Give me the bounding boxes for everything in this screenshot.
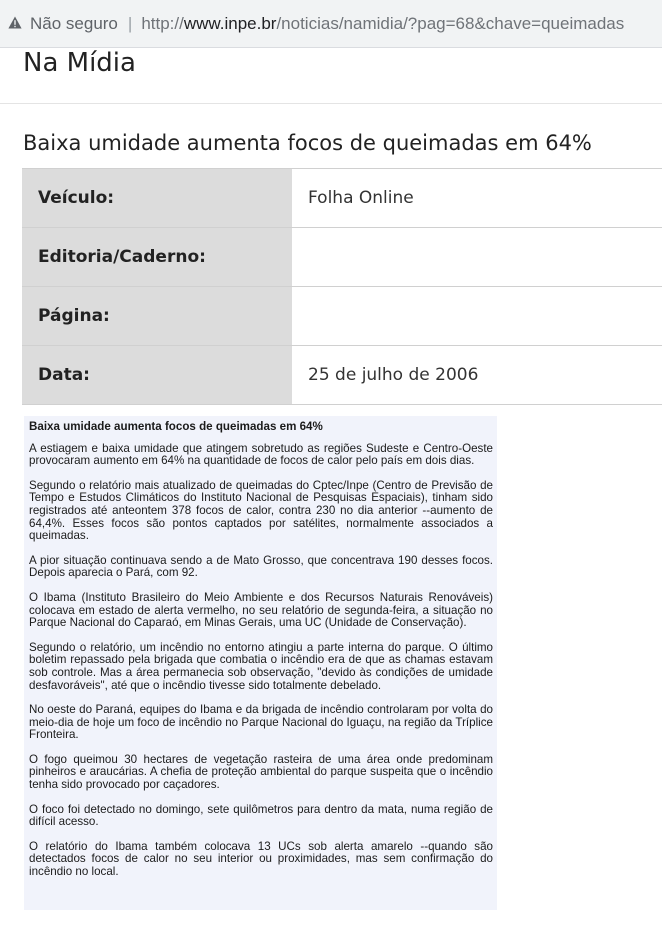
url-path[interactable]: /noticias/namidia/?pag=68&chave=queimadas (276, 13, 625, 33)
article-title: Baixa umidade aumenta focos de queimadas em 64% (23, 131, 592, 155)
clipping-paragraph: No oeste do Paraná, equipes do Ibama e da brigada de incêndio controlaram por volta do meio-dia de hoje um foco de incêndio no Parque Nacional do Iguaçu, na região da Tríplice Fronteira. (29, 703, 493, 742)
info-label: Data: (22, 346, 292, 405)
clipping-paragraph: A pior situação continuava sendo a de Mato Grosso, que concentrava 190 desses focos. Depois aparecia o Pará, com 92. (29, 553, 493, 580)
clipping-paragraph: Segundo o relatório, um incêndio no entorno atingiu a parte interna do parque. O último boletim repassado pela brigada que combatia o incêndio era de que as chamas estavam sob controle. Mas a área permanecia sob observação, "devido às condições de umidade desfavoráveis", até que o incêndio tivesse sido totalmente debelado. (29, 640, 493, 692)
clipping-title: Baixa umidade aumenta focos de queimadas em 64% (29, 420, 323, 433)
url-separator: | (127, 13, 133, 33)
address-bar[interactable] (0, 0, 662, 48)
clipping-paragraph: O relatório do Ibama também colocava 13 UCs sob alerta amarelo --quando são detectados focos de calor no seu interior ou proximidades, mas sem confirmação do incêndio no local. (29, 839, 493, 879)
info-value: Folha Online (292, 169, 662, 228)
info-row-editoria (22, 228, 662, 287)
page-title: Na Mídia (23, 48, 136, 78)
clipping-paragraph: O foco foi detectado no domingo, sete quilômetros para dentro da mata, numa região de difícil acesso. (29, 802, 493, 829)
url-scheme[interactable]: http:// (141, 13, 184, 33)
security-label[interactable]: Não seguro (30, 13, 118, 33)
info-value: 25 de julho de 2006 (292, 346, 662, 405)
clipping-paragraph: A estiagem e baixa umidade que atingem sobretudo as regiões Sudeste e Centro-Oeste provocaram aumento em 64% na quantidade de focos de calor pelo país em dois dias. (29, 441, 493, 468)
warning-icon[interactable] (8, 16, 22, 29)
clipping-paragraph: O Ibama (Instituto Brasileiro do Meio Ambiente e dos Recursos Naturais Renováveis) colocava em estado de alerta vermelho, no seu relatório de segunda-feira, a situação no Parque Nacional do Caparaó, em Minas Gerais, uma UC (Unidade de Conservação). (29, 590, 493, 630)
info-label: Editoria/Caderno: (22, 228, 292, 287)
clipping-paragraph: Segundo o relatório mais atualizado de queimadas do Cptec/Inpe (Centro de Previsão de Tempo e Estudos Climáticos do Instituto Nacional de Pesquisas Espaciais), tinham sido registrados até anteontem 378 focos de calor, contra 230 no dia anterior --aumento de 64,4%. Esses focos são pontos captados por satélites, normalmente associados a queimadas. (29, 478, 493, 543)
info-row-veiculo (22, 169, 662, 228)
clipping-paragraph: O fogo queimou 30 hectares de vegetação rasteira de uma área onde predominam pinheiros e araucárias. A chefia de proteção ambiental do parque suspeita que o incêndio tenha sido provocado por caçadores. (29, 752, 493, 792)
info-value (292, 228, 662, 287)
news-clipping-image (24, 416, 497, 910)
info-label: Página: (22, 287, 292, 346)
info-table (22, 168, 662, 405)
divider (0, 103, 662, 104)
info-row-pagina (22, 287, 662, 346)
info-label: Veículo: (22, 169, 292, 228)
info-row-data (22, 346, 662, 405)
info-value (292, 287, 662, 346)
url-host[interactable]: www.inpe.br (183, 13, 277, 33)
